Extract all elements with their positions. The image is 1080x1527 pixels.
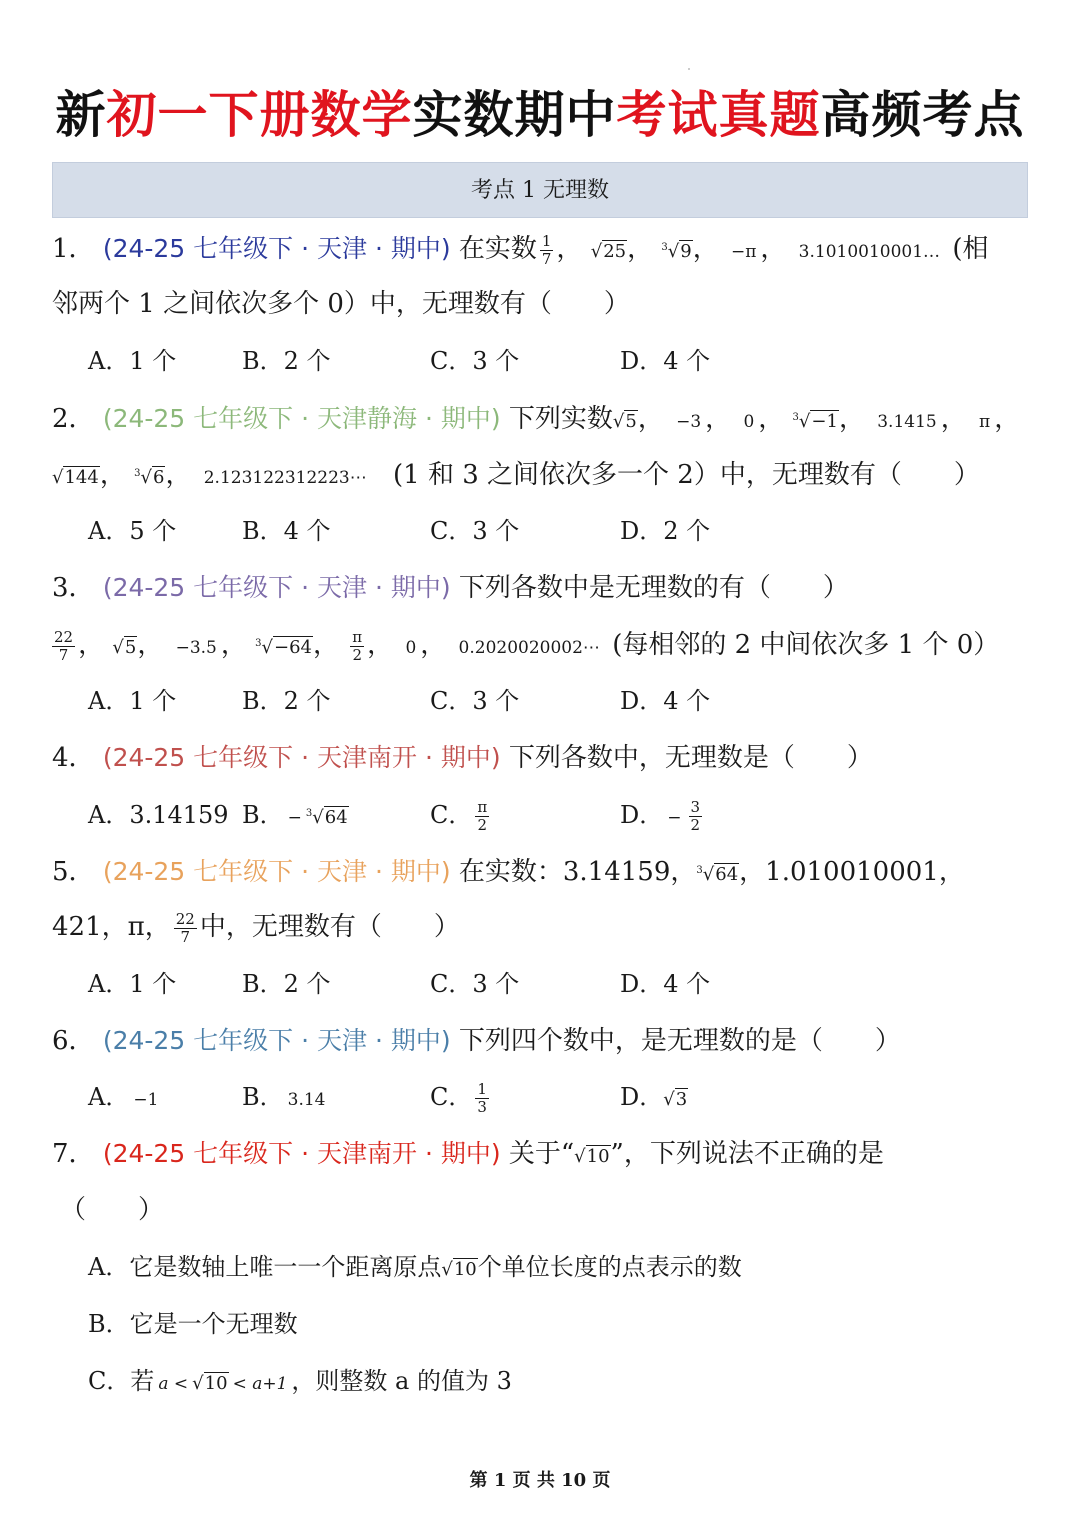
numerator: 1 [541,231,552,250]
math-value: 3.14 [287,1090,326,1110]
fraction [475,799,489,834]
fraction [350,629,364,664]
option-b[interactable]: B．2 个 [242,347,331,375]
square-root: √144 [52,467,99,488]
math-value: − [287,808,302,828]
numerator: 1 [477,1080,487,1098]
question-3-options [88,683,710,719]
root-index: 3 [255,638,262,649]
numerator: π [477,798,488,816]
option-b[interactable]: B．2 个 [242,687,331,715]
root-index: 3 [696,865,703,876]
separator: ， [78,630,105,660]
question-text: 下列实数 [508,404,613,434]
separator: ， [760,234,787,264]
question-number: 7． [52,1139,95,1169]
question-text: 在实数：3.14159， [458,857,697,887]
separator: ， [137,630,164,660]
option-c[interactable]: C．3 个 [430,687,520,715]
option-d[interactable] [620,1079,688,1118]
question-5-line-2 [52,909,460,945]
math-value: −3 [676,412,702,432]
fraction [540,233,554,268]
option-c[interactable]: C．3 个 [430,347,520,375]
numerator: 3 [690,798,701,816]
option-a[interactable]: A．1 个 [88,687,177,715]
math-value: −1 [133,1090,159,1110]
math-value: 0 [405,638,417,658]
denominator: 2 [690,816,701,834]
question-text: 在实数 [458,234,537,264]
radicand: 10 [586,1146,610,1167]
option-d[interactable]: D．4 个 [620,347,711,375]
question-6 [52,1023,901,1059]
option-a[interactable] [88,1079,242,1118]
numerator: 22 [175,909,195,928]
question-6-options [88,1079,688,1115]
question-1-line-2: 邻两个 1 之间依次多个 0）中，无理数有（ ） [52,289,630,319]
cube-root: $^3$√−64 [255,637,313,658]
page-title [0,80,1080,150]
separator: ， [758,404,785,434]
question-4 [52,740,873,776]
square-root: √3 [663,1089,688,1110]
separator: ， [940,404,967,434]
option-d[interactable]: D．4 个 [620,970,711,998]
fraction [475,1081,489,1116]
radicand: 5 [625,411,637,432]
question-2-line-2 [52,456,980,492]
option-b[interactable]: B．它是一个无理数 [88,1310,298,1338]
section-header: 考点 1 无理数 [52,162,1028,218]
option-label: D． [620,1083,664,1111]
denominator: 7 [541,249,552,268]
math-value: < a+1 [232,1374,288,1394]
answer-paren: （ ） [60,1195,165,1225]
option-c[interactable] [430,1079,620,1116]
radicand: 6 [152,467,165,488]
separator: ， [627,234,654,264]
separator: ， [705,404,732,434]
option-c[interactable]: C．3 个 [430,517,520,545]
math-value: 0.2020020002⋯ [458,638,600,658]
question-3 [52,570,849,606]
question-text: 下列四个数中，是无理数的是（ ） [458,1026,901,1056]
source-tag: (24-25 七年级下 · 天津 · 期中) [102,234,451,263]
option-label: A． [88,1083,130,1111]
square-root: √10 [441,1259,477,1280]
math-value: 2.123122312223⋯ [203,468,367,488]
square-root: √10 [574,1146,610,1167]
source-tag: (24-25 七年级下 · 天津南开 · 期中) [102,743,501,772]
root-index: 3 [134,468,141,479]
option-label: D． [620,801,664,829]
separator: ， [165,460,192,490]
option-text: ，则整数 a 的值为 3 [291,1367,512,1395]
title-part: 初一下册数学 [106,86,413,144]
math-value: −π [730,242,757,262]
option-text: C．若 [88,1367,155,1395]
math-value: 3.1415 [877,412,937,432]
question-5-options [88,966,710,1002]
denominator: 2 [477,816,488,834]
math-value: 3.1010010001… [798,242,941,262]
question-1-options [88,343,710,379]
option-d[interactable]: D．2 个 [620,517,711,545]
question-number: 3． [52,573,95,603]
cube-root: $^3$√64 [305,807,348,828]
title-part: 新 [55,86,107,144]
question-text: 下列各数中是无理数的有（ ） [458,573,849,603]
radicand: 9 [680,241,692,262]
question-2 [52,400,1020,436]
option-c[interactable] [88,1363,512,1399]
question-5 [52,853,965,889]
title-part: 实数期中 [412,86,617,144]
source-tag: (24-25 七年级下 · 天津南开 · 期中) [102,1139,501,1168]
separator: ， [838,404,865,434]
numerator: π [352,627,363,646]
option-d[interactable]: D．4 个 [620,687,711,715]
radicand: 64 [715,864,739,885]
radicand: 3 [675,1089,688,1110]
option-a[interactable]: A．3.14159 [88,801,229,829]
square-root: √5 [612,411,637,432]
source-tag: (24-25 七年级下 · 天津静海 · 期中) [102,404,501,433]
question-number: 5． [52,857,95,887]
question-text: ，1.010010001， [739,857,965,887]
root-index: 3 [792,412,799,423]
separator: ， [637,404,664,434]
radicand: 64 [324,807,348,828]
option-a[interactable]: A．1 个 [88,970,177,998]
math-value: 0 [743,412,755,432]
option-c[interactable]: C．3 个 [430,970,520,998]
option-label: C． [430,801,473,829]
cube-root: $^3$√64 [696,864,739,885]
fraction [174,911,197,946]
question-text: 下列各数中，无理数是（ ） [508,743,873,773]
option-d[interactable] [620,797,705,836]
option-label: B． [242,1083,284,1111]
question-text: 关于“ [508,1139,575,1169]
question-number: 6． [52,1026,95,1056]
option-b[interactable]: B．4 个 [242,517,331,545]
separator: ， [313,630,340,660]
option-a[interactable]: A．5 个 [88,517,177,545]
question-text: (每相邻的 2 中间依次多 1 个 0） [612,630,1000,660]
title-part: 高频考点 [820,86,1025,144]
option-b[interactable]: B．2 个 [242,970,331,998]
option-text: 个单位长度的点表示的数 [477,1253,742,1281]
radicand: −1 [811,411,838,432]
square-root: √5 [112,637,137,658]
separator: ， [994,404,1021,434]
radicand: 5 [124,637,137,658]
fraction [689,799,703,834]
question-text: 421，π， [52,912,171,942]
source-tag: (24-25 七年级下 · 天津 · 期中) [102,1026,451,1055]
question-1 [52,230,988,266]
option-a[interactable] [88,1249,742,1285]
source-tag: (24-25 七年级下 · 天津 · 期中) [102,857,451,886]
question-text: ”，下列说法不正确的是 [610,1139,884,1169]
option-label: B． [242,801,284,829]
question-text: 中，无理数有（ ） [199,912,460,942]
math-value: π [979,412,991,432]
square-root: √10 [192,1373,228,1394]
option-a[interactable]: A．1 个 [88,347,177,375]
speck [688,68,690,70]
denominator: 3 [477,1098,487,1116]
fraction [52,629,75,664]
root-index: 3 [661,242,668,253]
root-index: 3 [305,808,313,819]
numerator: 22 [54,627,74,646]
question-text: (1 和 3 之间依次多一个 2）中，无理数有（ ） [393,460,980,490]
question-3-line-2 [52,626,999,662]
cube-root: $^3$√6 [134,467,165,488]
cube-root: $^3$√9 [661,241,692,262]
radicand: 10 [453,1259,477,1280]
option-label: C． [430,1083,473,1111]
separator: ， [367,630,394,660]
separator: ， [420,630,447,660]
question-2-options [88,513,710,549]
denominator: 7 [58,645,69,664]
question-number: 1． [52,234,95,264]
separator: ， [220,630,247,660]
page-footer: 第 1 页 共 10 页 [469,1470,611,1491]
option-b[interactable] [242,1079,430,1118]
radicand: 10 [204,1373,228,1394]
question-7 [52,1136,884,1172]
radicand: −64 [274,637,313,658]
option-b[interactable] [242,796,430,836]
separator: ， [692,234,719,264]
question-text: (相 [952,234,989,264]
radicand: 25 [603,241,627,262]
denominator: 7 [180,927,191,946]
cube-root: $^3$√−1 [792,411,838,432]
option-c[interactable] [430,797,620,834]
separator: ， [556,234,583,264]
question-number: 2． [52,404,95,434]
denominator: 2 [352,645,362,664]
option-text: A．它是数轴上唯一一个距离原点 [88,1253,442,1281]
square-root: √25 [590,241,627,262]
question-number: 4． [52,743,95,773]
question-4-options [88,796,705,832]
math-value: −3.5 [175,638,217,658]
math-value: − [667,808,682,828]
title-part: 考试真题 [616,86,821,144]
math-value: a < [158,1374,189,1394]
source-tag: (24-25 七年级下 · 天津 · 期中) [102,573,451,602]
separator: ， [99,460,126,490]
radicand: 144 [64,467,99,488]
